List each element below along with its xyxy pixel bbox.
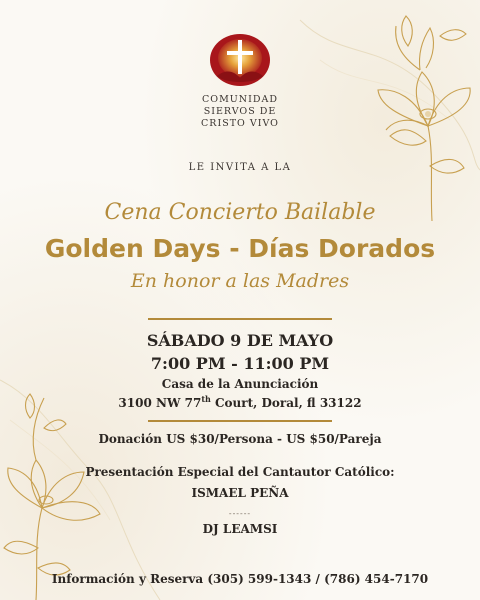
- event-date: SÁBADO 9 DE MAYO: [146, 331, 334, 350]
- event-time: 7:00 PM - 11:00 PM: [150, 354, 330, 373]
- organization-logo-icon: [207, 32, 273, 88]
- organization-name-line3: CRISTO VIVO: [201, 118, 279, 129]
- venue-name: Casa de la Anunciación: [161, 377, 319, 391]
- artist-name: ISMAEL PEÑA: [191, 486, 289, 500]
- event-title-script: Cena Concierto Bailable: [104, 200, 376, 225]
- venue-address: [0, 392, 480, 411]
- divider-bottom: [148, 420, 332, 422]
- donation-text: Donación US $30/Persona - US $50/Pareja: [98, 432, 382, 446]
- venue-address-ordinal: th: [201, 394, 211, 404]
- venue-address-city: Court, Doral, fl 33122: [210, 396, 362, 410]
- contact-info: Información y Reserva (305) 599-1343 / (786) 454-7170: [51, 572, 429, 586]
- venue-address-street: 3100 NW 77: [118, 396, 202, 410]
- venue-block: [0, 377, 480, 411]
- organization-name-line1: COMUNIDAD: [202, 94, 278, 105]
- invite-text: LE INVITA A LA: [188, 162, 292, 173]
- event-title-main: Golden Days - Días Dorados: [44, 234, 436, 263]
- dj-name: DJ LEAMSI: [202, 522, 278, 536]
- separator-dashes: ------: [228, 509, 252, 518]
- presentation-label: Presentación Especial del Cantautor Católico:: [85, 465, 395, 479]
- organization-name-line2: SIERVOS DE: [203, 106, 277, 117]
- event-subtitle-script: En honor a las Madres: [130, 270, 350, 292]
- divider-top: [148, 318, 332, 320]
